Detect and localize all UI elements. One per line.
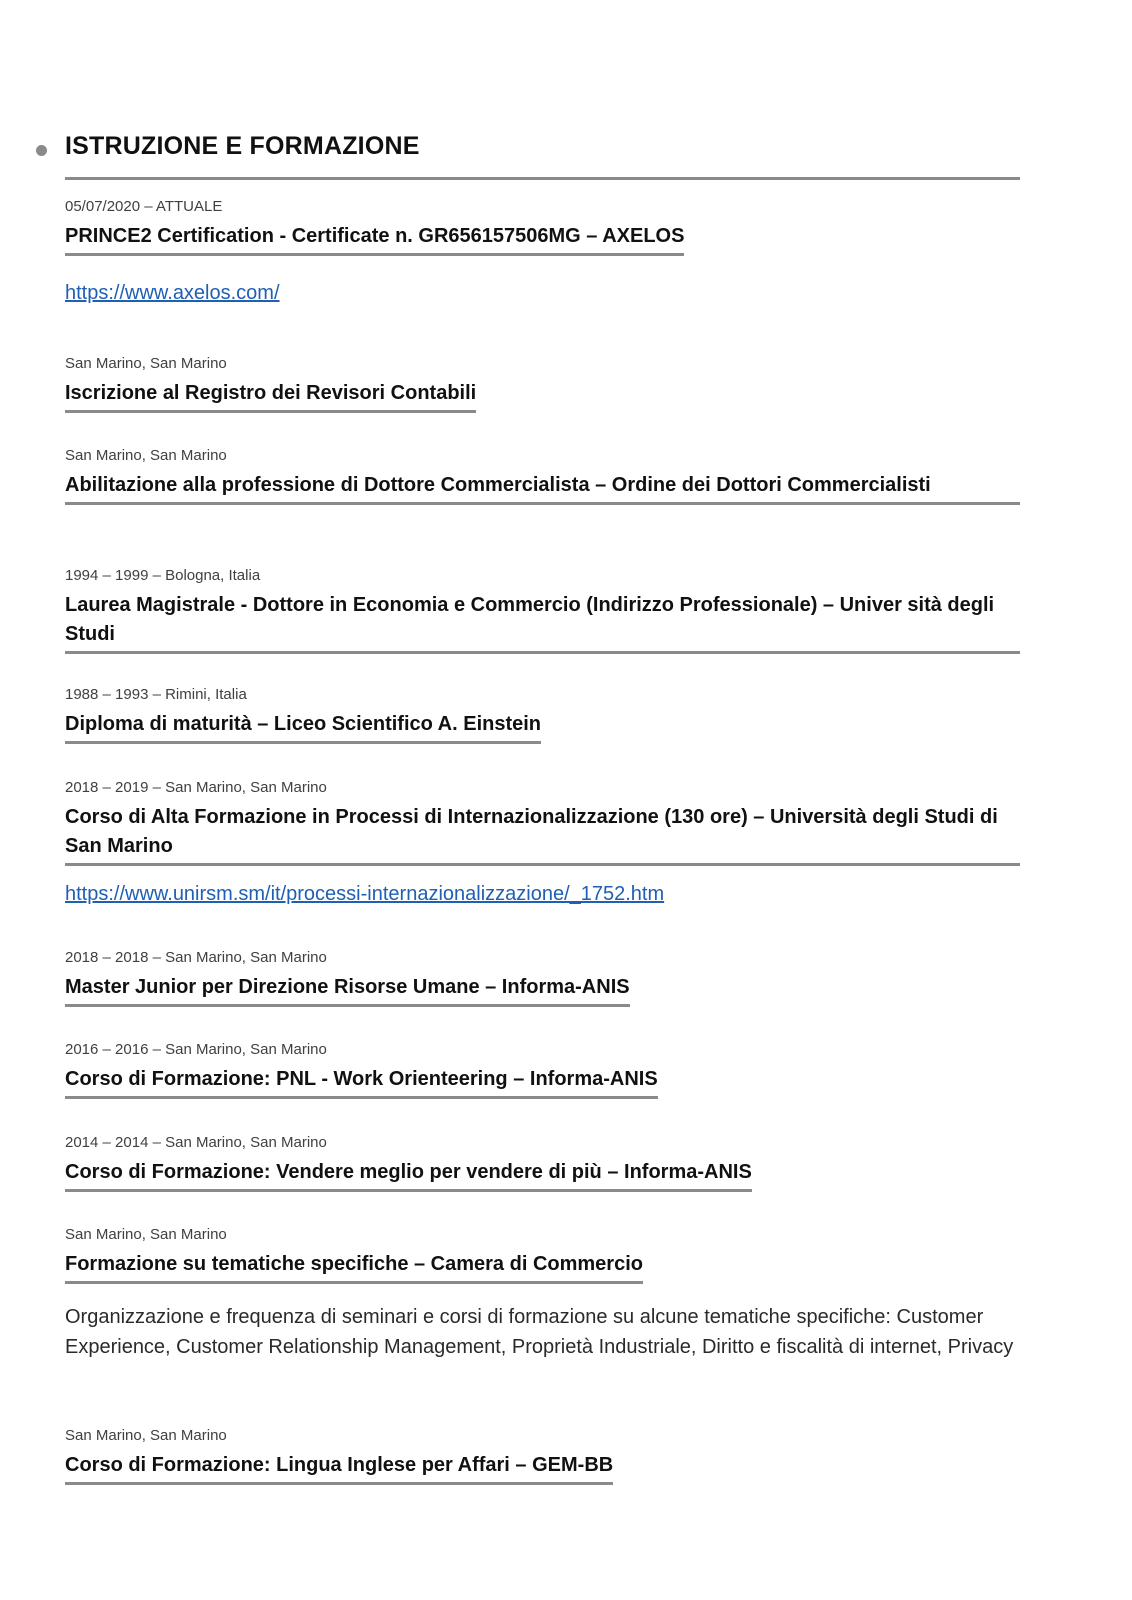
entry-meta: 05/07/2020 – ATTUALE — [65, 198, 223, 215]
entry-meta: 2018 – 2019 – San Marino, San Marino — [65, 779, 327, 796]
entry-title: Laurea Magistrale - Dottore in Economia e Commercio (Indirizzo Professionale) – Univer sità degli Studi — [65, 591, 1020, 654]
entry-meta: 1988 – 1993 – Rimini, Italia — [65, 686, 247, 703]
section-title: ISTRUZIONE E FORMAZIONE — [65, 132, 420, 160]
entry-meta: San Marino, San Marino — [65, 355, 227, 372]
entry-meta: San Marino, San Marino — [65, 447, 227, 464]
entry-title: PRINCE2 Certification - Certificate n. GR656157506MG – AXELOS — [65, 222, 684, 256]
entry-meta: 2018 – 2018 – San Marino, San Marino — [65, 949, 327, 966]
education-entry — [65, 779, 1020, 866]
entry-meta: 1994 – 1999 – Bologna, Italia — [65, 567, 261, 584]
entry-meta: 2014 – 2014 – San Marino, San Marino — [65, 1134, 327, 1151]
entry-title: Corso di Formazione: PNL - Work Orienteering – Informa-ANIS — [65, 1065, 658, 1099]
entry-link[interactable]: https://www.axelos.com/ — [65, 282, 280, 304]
entry-meta: San Marino, San Marino — [65, 1427, 227, 1444]
entry-description: Organizzazione e frequenza di seminari e corsi di formazione su alcune tematiche specifiche: Customer Experience, Customer Relationship Management, Proprietà Industriale, Diritto e fiscalità di internet, Privacy — [65, 1306, 1014, 1358]
entry-title: Corso di Formazione: Vendere meglio per vendere di più – Informa-ANIS — [65, 1158, 752, 1192]
entry-title: Corso di Formazione: Lingua Inglese per Affari – GEM-BB — [65, 1451, 613, 1485]
section-bullet-icon — [36, 145, 47, 156]
entry-title: Corso di Alta Formazione in Processi di Internazionalizzazione (130 ore) – Università degli Studi di San Marino — [65, 803, 1020, 866]
entry-meta: 2016 – 2016 – San Marino, San Marino — [65, 1041, 327, 1058]
entry-title: Master Junior per Direzione Risorse Umane – Informa-ANIS — [65, 973, 630, 1007]
entry-meta: San Marino, San Marino — [65, 1226, 227, 1243]
entry-title: Formazione su tematiche specifiche – Camera di Commercio — [65, 1250, 643, 1284]
entry-title: Iscrizione al Registro dei Revisori Contabili — [65, 379, 476, 413]
education-entry — [65, 567, 1020, 654]
education-entry — [65, 686, 1020, 744]
education-entry — [65, 355, 1020, 413]
education-entry — [65, 447, 1020, 505]
education-entry — [65, 949, 1020, 1007]
education-entry — [65, 1041, 1020, 1099]
entry-link[interactable]: https://www.unirsm.sm/it/processi-internazionalizzazione/_1752.htm — [65, 883, 665, 905]
entry-title: Abilitazione alla professione di Dottore Commercialista – Ordine dei Dottori Commercialisti — [65, 471, 1020, 505]
entry-title: Diploma di maturità – Liceo Scientifico A. Einstein — [65, 710, 541, 744]
education-entry — [65, 1226, 1020, 1284]
education-entry — [65, 1134, 1020, 1192]
education-entry — [65, 198, 1020, 256]
section-header — [36, 128, 1020, 180]
education-entry — [65, 1427, 1020, 1485]
section-divider — [65, 177, 1020, 180]
